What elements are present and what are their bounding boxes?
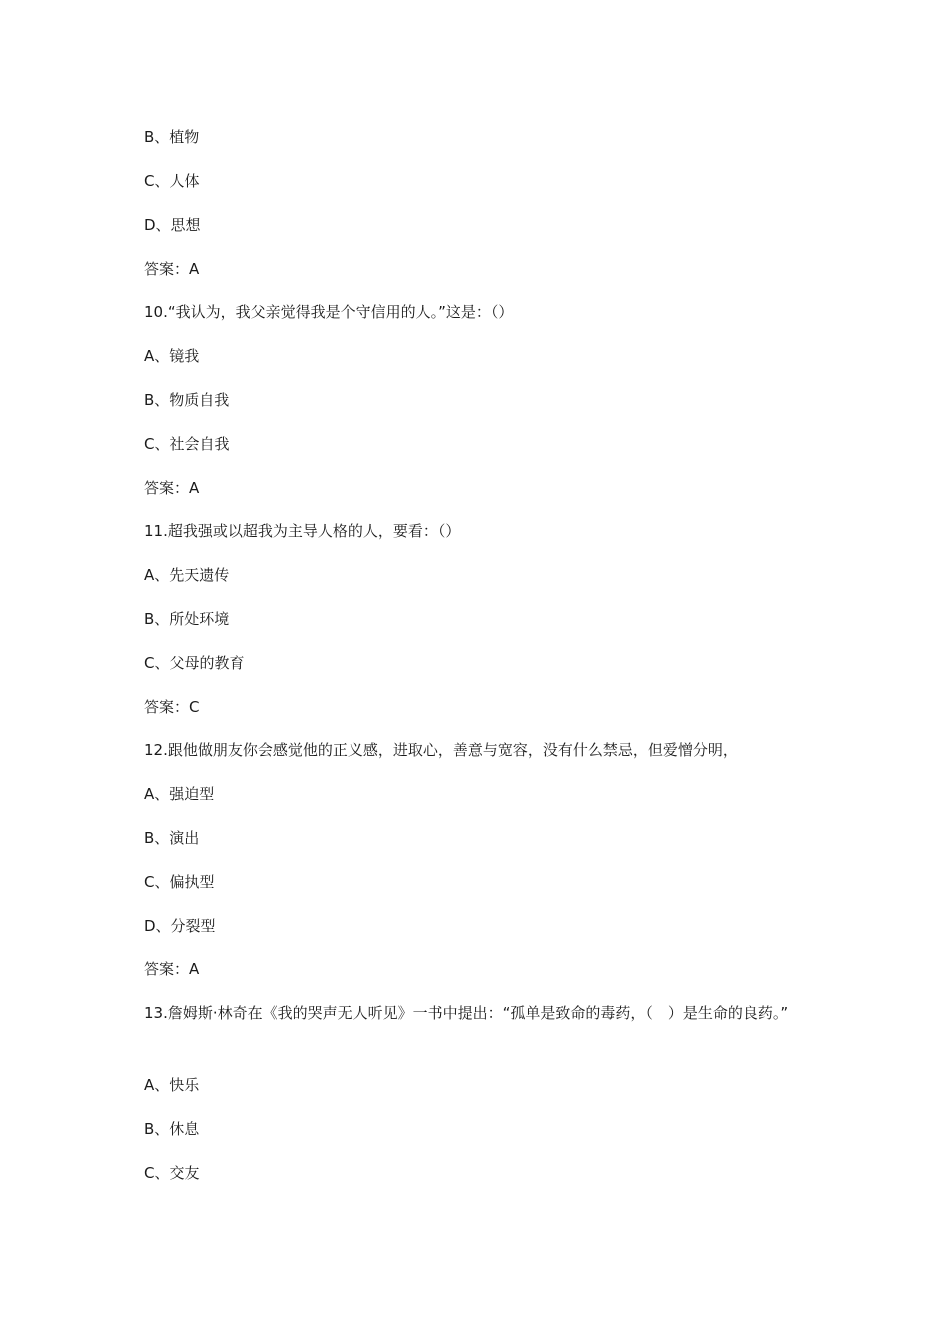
option-a: A、先天遗传 [144, 566, 230, 584]
question-11: 11.超我强或以超我为主导人格的人，要看：（） [144, 522, 461, 540]
option-b: B、休息 [144, 1120, 200, 1138]
question-10: 10.“我认为，我父亲觉得我是个守信用的人。”这是：（） [144, 303, 514, 321]
option-a: A、镜我 [144, 347, 200, 365]
question-12: 12.跟他做朋友你会感觉他的正义感，进取心，善意与宽容，没有什么禁忌，但爱憎分明， [144, 741, 738, 759]
answer: 答案：C [144, 698, 200, 716]
option-c: C、社会自我 [144, 435, 230, 453]
question-13: 13.詹姆斯·林奇在《我的哭声无人听见》一书中提出：“孤单是致命的毒药，（ ）是生命的良药。” [144, 1004, 789, 1022]
option-b: B、演出 [144, 829, 200, 847]
option-b: B、所处环境 [144, 610, 230, 628]
option-c: C、偏执型 [144, 873, 215, 891]
option-a: A、强迫型 [144, 785, 215, 803]
answer: 答案：A [144, 479, 200, 497]
option-d: D、分裂型 [144, 917, 216, 935]
option-c: C、父母的教育 [144, 654, 245, 672]
option-d: D、思想 [144, 216, 201, 234]
option-a: A、快乐 [144, 1076, 200, 1094]
answer: 答案：A [144, 260, 200, 278]
option-b: B、植物 [144, 128, 200, 146]
option-b: B、物质自我 [144, 391, 230, 409]
option-c: C、人体 [144, 172, 200, 190]
answer: 答案：A [144, 960, 200, 978]
option-c: C、交友 [144, 1164, 200, 1182]
